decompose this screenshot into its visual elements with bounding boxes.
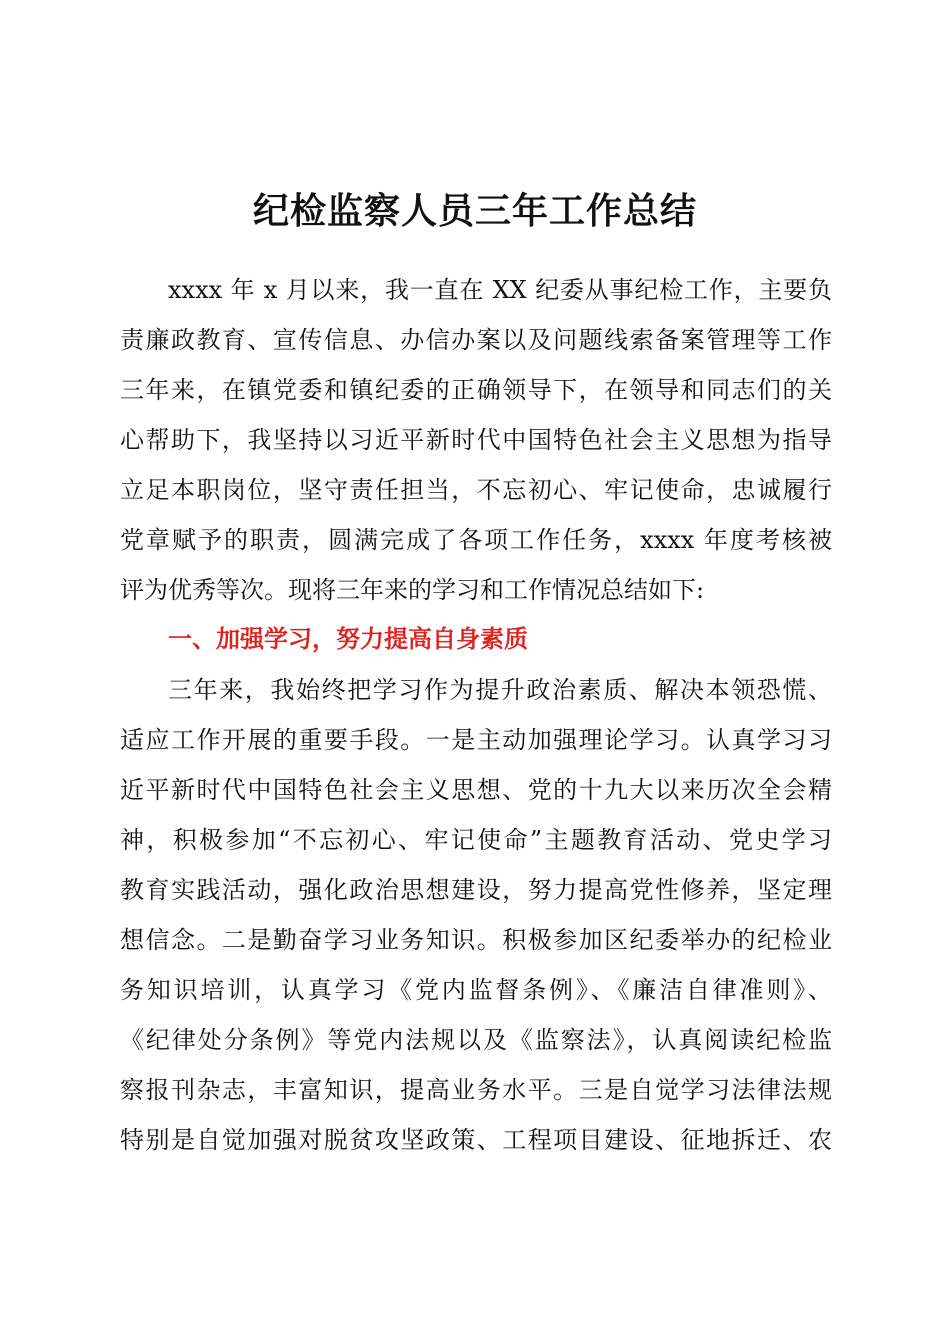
paragraph-1-line: 三年来，在镇党委和镇纪委的正确领导下，在领导和同志们的关 bbox=[120, 376, 832, 404]
paragraph-2-line: 《纪律处分条例》等党内法规以及《监察法》，认真阅读纪检监 bbox=[120, 1026, 832, 1054]
paragraph-1-line: 党章赋予的职责，圆满完成了各项工作任务，xxxx 年度考核被 bbox=[120, 526, 832, 554]
paragraph-2-line: 务知识培训，认真学习《党内监督条例》、《廉洁自律准则》、 bbox=[120, 976, 832, 1004]
paragraph-1-line: 责廉政教育、宣传信息、办信办案以及问题线索备案管理等工作 bbox=[120, 326, 832, 354]
paragraph-1-line: 立足本职岗位，坚守责任担当，不忘初心、牢记使命，忠诚履行 bbox=[120, 476, 832, 504]
paragraph-2-line: 特别是自觉加强对脱贫攻坚政策、工程项目建设、征地拆迁、农 bbox=[120, 1126, 832, 1154]
paragraph-2-line: 察报刊杂志，丰富知识，提高业务水平。三是自觉学习法律法规 bbox=[120, 1076, 832, 1104]
paragraph-1-line: xxxx 年 x 月以来，我一直在 XX 纪委从事纪检工作，主要负 bbox=[168, 276, 832, 304]
paragraph-1-line: 心帮助下，我坚持以习近平新时代中国特色社会主义思想为指导 bbox=[120, 426, 832, 454]
paragraph-2-line: 神，积极参加“不忘初心、牢记使命”主题教育活动、党史学习 bbox=[120, 826, 832, 854]
section-1-heading: 一、加强学习，努力提高自身素质 bbox=[168, 625, 528, 653]
paragraph-2-line: 三年来，我始终把学习作为提升政治素质、解决本领恐慌、 bbox=[168, 676, 832, 704]
document-title: 纪检监察人员三年工作总结 bbox=[252, 191, 697, 232]
paragraph-2-line: 教育实践活动，强化政治思想建设，努力提高党性修养，坚定理 bbox=[120, 876, 832, 904]
paragraph-1-line: 评为优秀等次。现将三年来的学习和工作情况总结如下: bbox=[120, 576, 705, 604]
paragraph-2-line: 适应工作开展的重要手段。一是主动加强理论学习。认真学习习 bbox=[120, 726, 832, 754]
paragraph-2-line: 近平新时代中国特色社会主义思想、党的十九大以来历次全会精 bbox=[120, 776, 832, 804]
paragraph-2-line: 想信念。二是勤奋学习业务知识。积极参加区纪委举办的纪检业 bbox=[120, 926, 832, 954]
